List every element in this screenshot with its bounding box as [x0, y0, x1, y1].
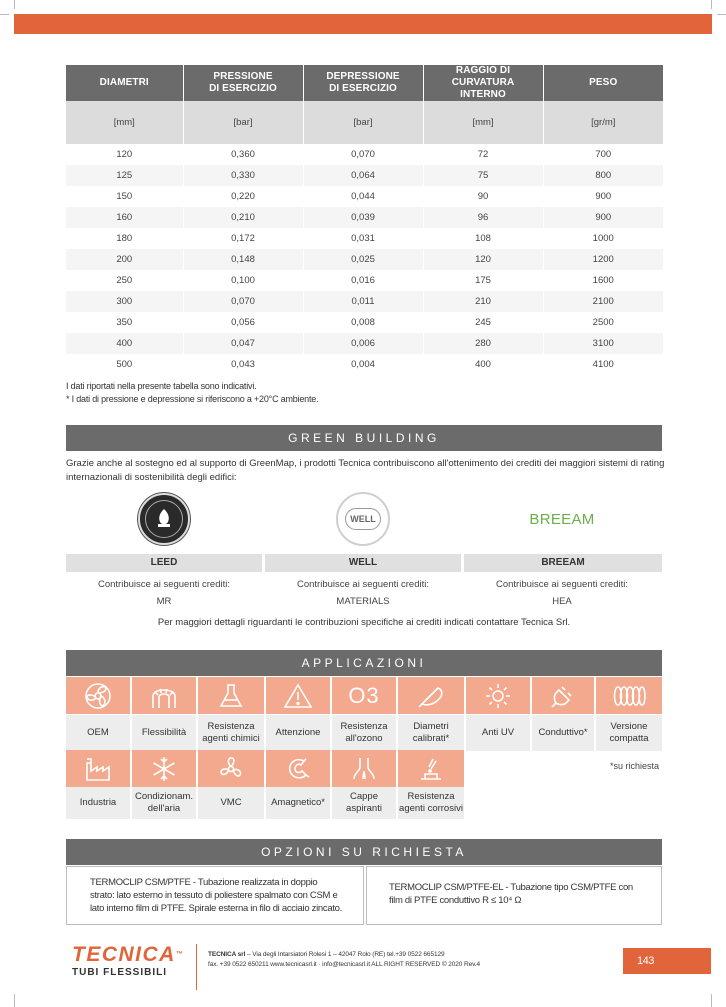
option-csm-ptfe: TERMOCLIP CSM/PTFE - Tubazione realizzata in doppio strato: lato esterno in tessuto di poliestere spalmato con CSM e lato interno film di PTFE. Spirale esterna in filo di acciaio zincato. [66, 866, 364, 925]
table-cell: 0,148 [183, 249, 303, 270]
table-cell: 1200 [543, 249, 663, 270]
app-label-amagnetico: Amagnetico* [266, 787, 330, 819]
app-label-vmc: VMC [198, 787, 264, 819]
table-row [66, 354, 663, 375]
table-cell: 300 [66, 291, 183, 312]
table-cell: 120 [66, 144, 183, 165]
table-cell: 175 [423, 270, 543, 291]
cert-credits-breeam [464, 576, 660, 610]
table-cell: 0,039 [303, 207, 423, 228]
top-accent-bar [14, 14, 712, 34]
page-number: 143 [623, 948, 711, 974]
table-cell: 0,210 [183, 207, 303, 228]
opzioni-title: OPZIONI SU RICHIESTA [66, 839, 662, 865]
table-cell: 180 [66, 228, 183, 249]
table-cell: 0,220 [183, 186, 303, 207]
table-cell: 800 [543, 165, 663, 186]
app-label-attenzione: Attenzione [266, 715, 330, 751]
app-label-anti-uv: Anti UV [466, 715, 530, 751]
brand-subtitle: TUBI FLESSIBILI [72, 967, 167, 978]
spec-table [66, 65, 663, 375]
app-label-agenti-chimici: Resistenza agenti chimici [198, 715, 264, 751]
table-cell: 72 [423, 144, 543, 165]
table-row [66, 144, 663, 165]
tecnica-logo [72, 944, 184, 979]
cert-credit-line: Contribuisce ai seguenti crediti: [296, 579, 429, 590]
table-cell: 245 [423, 312, 543, 333]
table-cell: 0,047 [183, 333, 303, 354]
caliper-icon [398, 677, 464, 714]
table-cell: 0,016 [303, 270, 423, 291]
col-header-pressione: PRESSIONE DI ESERCIZIO [183, 65, 303, 101]
green-building-title: GREEN BUILDING [66, 425, 662, 451]
app-label-diametri: Diametri calibrati* [398, 715, 464, 751]
unit-cell: [bar] [183, 101, 303, 144]
table-cell: 1600 [543, 270, 663, 291]
flask-icon [198, 677, 264, 714]
table-cell: 0,056 [183, 312, 303, 333]
well-seal-icon [336, 492, 390, 546]
table-cell: 160 [66, 207, 183, 228]
table-cell: 280 [423, 333, 543, 354]
cert-credit-value: HEA [552, 596, 572, 607]
table-row [66, 270, 663, 291]
app-label-conduttivo: Conduttivo* [532, 715, 594, 751]
applicazioni-title: APPLICAZIONI [66, 650, 662, 676]
table-cell: 0,004 [303, 354, 423, 375]
cert-credit-line: Contribuisce ai seguenti crediti: [97, 579, 230, 590]
table-cell: 0,006 [303, 333, 423, 354]
crop-mark [711, 994, 712, 1007]
table-cell: 4100 [543, 354, 663, 375]
cert-name-well: WELL [265, 554, 461, 572]
corrosion-icon [398, 750, 464, 787]
table-cell: 0,025 [303, 249, 423, 270]
flex-hose-icon [132, 677, 196, 714]
cert-credits-well [265, 576, 461, 610]
col-header-depressione: DEPRESSIONE DI ESERCIZIO [303, 65, 423, 101]
table-cell: 150 [66, 186, 183, 207]
unit-cell: [mm] [66, 101, 183, 144]
crop-mark [14, 0, 15, 9]
magnet-icon [266, 750, 330, 787]
brand-name: TECNICA [72, 943, 176, 966]
cert-name-breeam: BREEAM [464, 554, 662, 572]
table-cell: 350 [66, 312, 183, 333]
app-label-ozono: Resistenza all'ozono [332, 715, 396, 751]
table-cell: 0,100 [183, 270, 303, 291]
warning-icon [266, 677, 330, 714]
sun-icon [466, 677, 530, 714]
table-cell: 400 [66, 333, 183, 354]
crop-mark [717, 14, 726, 15]
table-cell: 0,360 [183, 144, 303, 165]
table-cell: 0,070 [183, 291, 303, 312]
unit-cell: [gr/m] [543, 101, 663, 144]
option-csm-ptfe-el: TERMOCLIP CSM/PTFE-EL - Tubazione tipo CSM/PTFE con film di PTFE conduttivo R ≤ 10⁴ Ω [366, 866, 662, 925]
table-cell: 2500 [543, 312, 663, 333]
table-cell: 120 [423, 249, 543, 270]
app-label-industria: Industria [66, 787, 130, 819]
crop-mark [14, 994, 15, 1007]
ozone-symbol: O3 [348, 682, 380, 708]
app-label-agenti-corrosivi: Resistenza agenti corrosivi [398, 787, 464, 819]
table-cell: 2100 [543, 291, 663, 312]
footer-line2: fax. +39 0522 650211 www.tecnicasrl.it · info@tecnicasrl.it ALL RIGHT RESERVED © 2020 Rev.4 [208, 961, 480, 968]
app-label-cappe: Cappe aspiranti [332, 787, 396, 819]
footer-divider [196, 944, 197, 990]
cert-more-info: Per maggiori dettagli riguardanti le contribuzioni specifiche ai crediti indicati contattare Tecnica Srl. [157, 617, 571, 628]
table-cell: 0,043 [183, 354, 303, 375]
table-cell: 0,011 [303, 291, 423, 312]
app-label-flessibilita: Flessibilità [132, 715, 196, 751]
hood-icon [332, 750, 396, 787]
units-row [66, 101, 663, 144]
breeam-logo [464, 490, 660, 548]
snowflake-icon [132, 750, 196, 787]
table-row [66, 207, 663, 228]
cert-credit-line: Contribuisce ai seguenti crediti: [495, 579, 628, 590]
factory-icon [66, 750, 130, 787]
table-cell: 90 [423, 186, 543, 207]
table-cell: 0,031 [303, 228, 423, 249]
crop-mark [0, 14, 9, 15]
spec-header-row [66, 65, 663, 101]
su-richiesta-note: *su richiesta [610, 761, 660, 771]
table-cell: 75 [423, 165, 543, 186]
footer-address: – Via degli Intarsiatori Rolesi 1 – 42047 Rolo (RE) tel.+39 0522 665129 [245, 951, 445, 958]
col-header-diametri: DIAMETRI [66, 65, 183, 101]
breeam-logo-text: BREEAM [529, 510, 595, 528]
unit-cell: [mm] [423, 101, 543, 144]
footer-company: TECNICA srl [208, 951, 246, 958]
col-header-raggio: RAGGIO DI CURVATURA INTERNO [423, 65, 543, 101]
table-cell: 900 [543, 186, 663, 207]
col-header-peso: PESO [543, 65, 663, 101]
table-row [66, 333, 663, 354]
table-row [66, 228, 663, 249]
crop-mark [711, 0, 712, 9]
app-label-condizionamento: Condizionam. dell'aria [132, 787, 196, 819]
cert-name-leed: LEED [66, 554, 262, 572]
fan-icon [66, 677, 130, 714]
table-cell: 108 [423, 228, 543, 249]
table-row [66, 291, 663, 312]
table-cell: 0,172 [183, 228, 303, 249]
cert-credit-value: MATERIALS [336, 596, 390, 607]
table-cell: 0,044 [303, 186, 423, 207]
app-label-oem: OEM [66, 715, 130, 751]
table-cell: 500 [66, 354, 183, 375]
brand-trademark: ™ [175, 951, 185, 958]
table-row [66, 186, 663, 207]
table-row [66, 165, 663, 186]
coil-icon [596, 677, 662, 714]
table-cell: 0,064 [303, 165, 423, 186]
footer-contacts [208, 950, 480, 970]
table-cell: 0,330 [183, 165, 303, 186]
table-cell: 96 [423, 207, 543, 228]
table-row [66, 249, 663, 270]
table-cell: 210 [423, 291, 543, 312]
note-line: I dati riportati nella presente tabella sono indicativi. [66, 381, 257, 391]
table-cell: 125 [66, 165, 183, 186]
green-building-text: Grazie anche al sostegno ed al supporto di GreenMap, i prodotti Tecnica contribuiscono all'ottenimento dei crediti dei maggiori sistemi di rating internazionali di sostenibilità degli edifici: [66, 458, 665, 483]
table-cell: 400 [423, 354, 543, 375]
unit-cell: [bar] [303, 101, 423, 144]
table-cell: 0,070 [303, 144, 423, 165]
plug-icon [532, 677, 594, 714]
table-notes [66, 380, 318, 406]
fan-blades-icon [198, 750, 264, 787]
cert-credit-value: MR [156, 596, 172, 607]
table-cell: 900 [543, 207, 663, 228]
table-cell: 1000 [543, 228, 663, 249]
table-cell: 700 [543, 144, 663, 165]
app-label-compatta: Versione compatta [596, 715, 662, 751]
note-line: * I dati di pressione e depressione si riferiscono a +20°C ambiente. [66, 394, 319, 404]
table-cell: 200 [66, 249, 183, 270]
well-logo [265, 490, 461, 548]
table-row [66, 312, 663, 333]
leed-logo [66, 490, 262, 548]
cert-credits-leed [66, 576, 262, 610]
table-cell: 3100 [543, 333, 663, 354]
table-cell: 0,008 [303, 312, 423, 333]
ozone-icon [332, 677, 396, 714]
well-logo-text: WELL [345, 508, 381, 530]
leed-seal-icon [138, 493, 190, 545]
table-cell: 250 [66, 270, 183, 291]
